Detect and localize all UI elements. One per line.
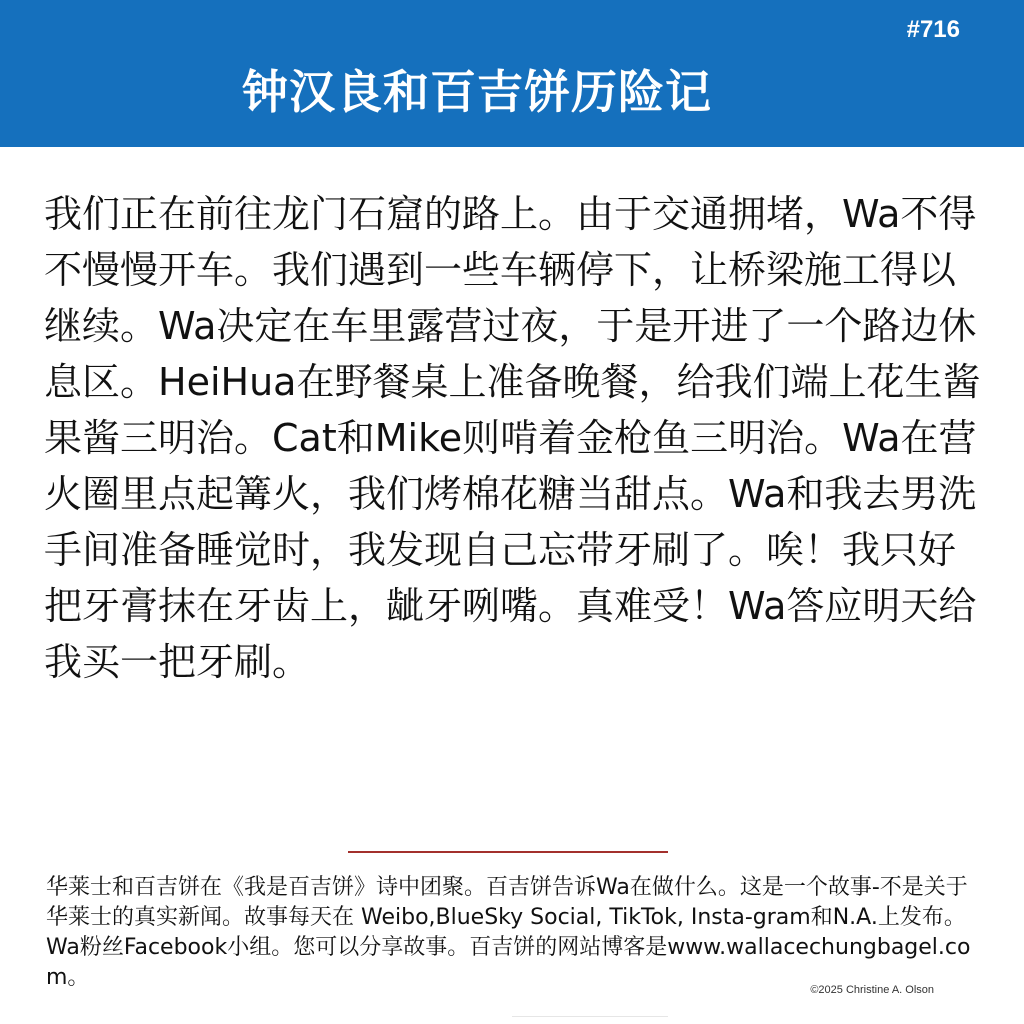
story-text: 我们正在前往龙门石窟的路上。由于交通拥堵，Wa不得不慢慢开车。我们遇到一些车辆停下，让桥梁施工得以继续。Wa决定在车里露营过夜，于是开进了一个路边休息区。HeiHua在野餐桌上准备晚餐，给我们端上花生酱果酱三明治。Cat和Mike则啃着金枪鱼三明治。Wa在营火圈里点起篝火，我们烤棉花糖当甜点。Wa和我去男洗手间准备睡觉时，我发现自己忘带牙刷了。唉！我只好把牙膏抹在牙齿上，龇牙咧嘴。真难受！Wa答应明天给我买一把牙刷。 bbox=[44, 192, 981, 684]
footer-divider bbox=[348, 851, 668, 853]
episode-number: #716 bbox=[906, 16, 960, 43]
header-banner bbox=[0, 0, 1024, 147]
page-title: 钟汉良和百吉饼历险记 bbox=[242, 65, 712, 119]
footer-note: 华莱士和百吉饼在《我是百吉饼》诗中团聚。百吉饼告诉Wa在做什么。这是一个故事-不是关于华莱士的真实新闻。故事每天在 Weibo,BlueSky Social, TikTok, Insta-gram和N.A.上发布。Wa粉丝Facebook小组。您可以分享故事。百吉饼的网站博客是www.wallacechungbagel.com。 bbox=[46, 875, 971, 990]
bottom-line bbox=[512, 1016, 668, 1017]
copyright-notice: ©2025 Christine A. Olson bbox=[810, 984, 934, 996]
